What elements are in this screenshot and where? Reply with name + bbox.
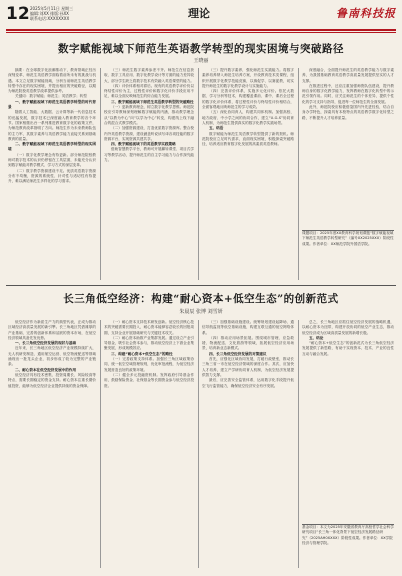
header-meta (30, 6, 73, 22)
section-heading: 五、结语 (209, 126, 224, 131)
article1-column-2 (104, 68, 194, 282)
article-separator (6, 285, 396, 286)
paragraph: （三）提升数字素养，强化师范生实践能力。将数字素养培养纳入师范生培养方案，开设教育技术类课程，组织开展数字化教学技能竞赛，以赛促学、以赛促教，切实提升师范生的数字化教学设计与实施能力。 (202, 68, 294, 88)
header-date: 2025年5月11日 星期三 (30, 6, 74, 11)
header-contact: 联系电话:XXXXXXXX (30, 16, 70, 22)
paragraph: 低空经济作为新质生产力的典型代表，正成为推动区域经济高质量发展的新引擎。长三角地区凭借雄厚的产业基础、完善的创新体系和活跃的资本市场，在低空经济领域具备先发优势。 (8, 320, 96, 340)
column-divider (298, 320, 299, 568)
paragraph: 低空经济具有技术密集、投资周期长、风险较高等特点，需要长期稳定的资金支持。耐心资本注重长期价值投资，能够为低空经济企业提供持续的资金保障。 (8, 372, 96, 388)
paragraph: 深度融合，全面提升师范生的英语教学能力与数字素养，为我国基础教育英语教学高质量发展提供坚实的人才支撑。 (302, 68, 394, 83)
paragraph: 在推进过程中，还应注重加强师资队伍建设，提升教师自身的数字化教学能力，发挥教师在数字化转型中的示范引领作用。同时，应关注师范生的个体差异，提供个性化的学习支持与指导，促进每一位师范生的全面发展。 (302, 83, 394, 104)
section-heading: 三、数字赋能视域下师范生英语教学转型的突破路径 (111, 99, 194, 104)
paragraph: 随着人工智能、大数据、云计算等新一代信息技术的迅猛发展，数字技术已深度融入教育教学的各个环节。国家相继出台一系列推进教育数字化的政策文件，为师范教育改革指明了方向。师范生作为未来教师队伍的主力军，其数字素养与英语教学能力直接关系到基础教育的质量。 (8, 110, 96, 141)
section-heading: 一、长三角低空经济发展的现状与基础 (15, 341, 77, 346)
header-rule (6, 29, 396, 31)
paragraph: 首先，应强化区域协同发展，打破行政壁垒，推动长三角三省一市在低空经济领域的深度合作。其次，应加快人才培养，建立产学研协同育人机制，为低空经济发展提供智力支撑。 (202, 357, 294, 377)
column-divider (198, 68, 199, 280)
article2-fund-note: 基金项目：本文为2025年安徽省教育厅高校哲学社会科学研究项目“长三角一体化背景下低空经济发展路径研究”（2025AH0XXXX）阶段性成果。作者单位：XX学院经济与管理学院。 (302, 525, 394, 545)
column-divider (100, 320, 101, 568)
section-heading: 四、数字赋能视域下的英语教学实践策略 (111, 142, 176, 147)
paragraph: “耐心资本+低空生态”的创新范式为长三角低空经济发展提供了新思路，有助于实现资本、技术、产业的良性互动与融合发展。 (302, 341, 394, 356)
paragraph: 此外，师范院校应积极借鉴国内外先进经验，结合自身办学特色，探索具有本校特点的英语教学数字化转型之路，不断提升人才培养质量。 (302, 105, 394, 120)
paragraph: 摘要：在全球数字化浪潮推动下，教育领域正经历深刻变革，师范生英语教学面临着前所未有的挑战与机遇。本文立足数字赋能视域，分析当前师范生英语教学转型中存在的现实困境，并提出相应的突破路径，以期为师范院校英语教学改革提供参考。 (8, 68, 96, 94)
paragraph: 关键词：数字赋能；师范生；英语教学；转型 (15, 94, 87, 99)
masthead-logo: 鲁南科技报 (336, 7, 396, 20)
page-number: 12 (6, 4, 30, 24)
article2-title: 长三角低空经济：构建“耐心资本+低空生态”的创新范式 (63, 293, 339, 305)
article1-column-1 (8, 68, 96, 282)
column-divider (198, 320, 199, 568)
article1-title: 数字赋能视域下师范生英语教学转型的现实困境与突破路径 (58, 43, 344, 55)
page-header (6, 4, 396, 30)
section-heading: 二、数字赋能视域下师范生英语教学转型的现实困境 (8, 142, 96, 152)
header-rule-thin (6, 32, 396, 33)
article1-fund-note: 课题项目：2025年度XX教育科学规划课题“数字赋能视域下师范生英语教学转型研究”（编号XX2025XXX）阶段性成果。作者单位：XX师范学院外国语学院。 (302, 231, 394, 246)
paragraph: （三）师范生数字素养参差不齐。师范生在信息获取、数字工具应用、数字化教学设计等方面的能力差异较大，部分学生缺乏将数字技术有效融入英语课堂的能力。 (104, 68, 194, 83)
paragraph: （一）数字化教学理念有待更新。部分师范院校教师对数字技术的认识仍停留在工具层面，未能充分认识到数字赋能对教学模式、学习方式的深层变革。 (8, 152, 96, 168)
paragraph: 数字赋能为师范生英语教学转型提供了新的契机。师范院校应立足时代需求，直面现实困境，积极探索突破路径，培养适应教育数字化发展的高素质英语教师。 (202, 131, 294, 147)
paragraph: （五）深化协同育人，构建共同体机制。加强高校、地方政府、中小学之间的协同合作，建立“U-G-S”协同育人机制，为师范生提供真实的数字化教学实践场景。 (202, 110, 294, 125)
article1-author: 王晓丽 (193, 58, 209, 64)
article1-column-3 (202, 68, 294, 282)
article2-column-4 (302, 320, 394, 520)
paragraph: （一）耐心资本支持技术研发创新。低空经济核心技术的突破需要长期投入，耐心资本能够容忍较长的回报周期，支持企业开展基础研究与关键技术攻关。 (104, 320, 194, 335)
section-name: 理论 (188, 7, 210, 20)
column-divider (298, 68, 299, 280)
section-heading: 三、构建“耐心资本+低空生态”的路径 (111, 351, 173, 356)
paragraph: （四）评价体系相对滞后。现有的英语教学评价仍以终结性评价为主，过程性评价和数字化评价手段应用不足，难以全面反映师范生的综合能力发展。 (104, 83, 194, 99)
section-heading: 四、长三角低空经济发展的对策建议 (209, 351, 267, 356)
paragraph: 借助智慧教学平台，教师可开展翻转课堂、项目式学习等教学活动，提升师范生的自主学习能力与合作探究能力。 (104, 147, 194, 163)
article2-column-3 (202, 320, 294, 570)
paragraph: （四）推动应用场景拓展。围绕城市管理、应急救援、物流配送、文化旅游等领域，拓展低空经济应用场景，培育新业态新模式。 (202, 335, 294, 351)
article2-column-1 (8, 320, 96, 570)
paragraph: （二）耐心资本助推产业集群发展。通过设立产业引导基金，吸引社会资本参与，推动低空经济上下游企业集聚发展，形成规模效应。 (104, 335, 194, 351)
paragraph: （二）加强资源建设，打造优质数字资源库。整合校内外英语教学资源，建设涵盖听说读写译各项技能的数字资源平台，实现资源共建共享。 (104, 126, 194, 141)
paragraph: （三）加强基础设施建设。统筹规划建设起降场、通信导航监视等低空基础设施，构建互联互通的低空网络体系。 (202, 320, 294, 335)
paragraph: （一）更新教育理念，树立数字化教学思维。师范院校应引导教师深刻理解数字赋能的内涵，推动教学理念从“以教为中心”向“以学为中心”转变，构建线上线下融合的混合式教学模式。 (104, 105, 194, 125)
paragraph: 总之，长三角地区应抓住低空经济发展的战略机遇，以耐心资本为纽带，构建开放协同的低空产业生态，推动低空经济成为区域高质量发展的新增长极。 (302, 320, 394, 335)
section-heading: 五、结论 (309, 335, 324, 340)
paragraph: （二）健全多元投融资机制。发挥政府引导基金作用，鼓励保险资金、社保基金等长期资金参与低空经济投资。 (104, 372, 194, 388)
paragraph: 最后，应完善安全监管体系，运用数字化手段提升低空飞行监管能力，确保低空经济安全有序发展。 (202, 378, 294, 388)
column-divider (100, 68, 101, 280)
paragraph: 近年来，长三角地区低空经济产业规模持续扩大，无人机研发制造、通用航空运营、低空物流配送等领域涌现出一批龙头企业，初步形成了较为完整的产业链条。 (8, 346, 96, 367)
article1-column-4 (302, 68, 394, 218)
section-heading: 一、数字赋能视域下师范生英语教学转型的时代背景 (8, 99, 96, 110)
header-editor: 编辑:刘XX 排版:孙XX (30, 11, 69, 17)
paragraph: （二）数字教学资源建设不足。优质英语数字资源分布不均衡，资源的系统性、针对性与适切性有待提升，难以满足师范生多样化的学习需求。 (8, 168, 96, 184)
paragraph: （一）完善政策支持体系。加强长三角区域政策协同，统一低空空域管理规则，优化审批流程，为低空经济发展营造良好的政策环境。 (104, 357, 194, 372)
section-heading: 二、耐心资本在低空经济发展中的作用 (15, 367, 77, 372)
article2-author: 朱晨辰 张博 刘雪妍 (179, 309, 223, 315)
article2-column-2 (104, 320, 194, 570)
paragraph: （四）完善评价体系，实施多元化评价。依托大数据、学习分析等技术，构建覆盖课前、课中、课后全过程的数字化评价体系，将过程性评价与终结性评价相结合，全面客观地反映师范生的学习成效。 (202, 89, 294, 110)
